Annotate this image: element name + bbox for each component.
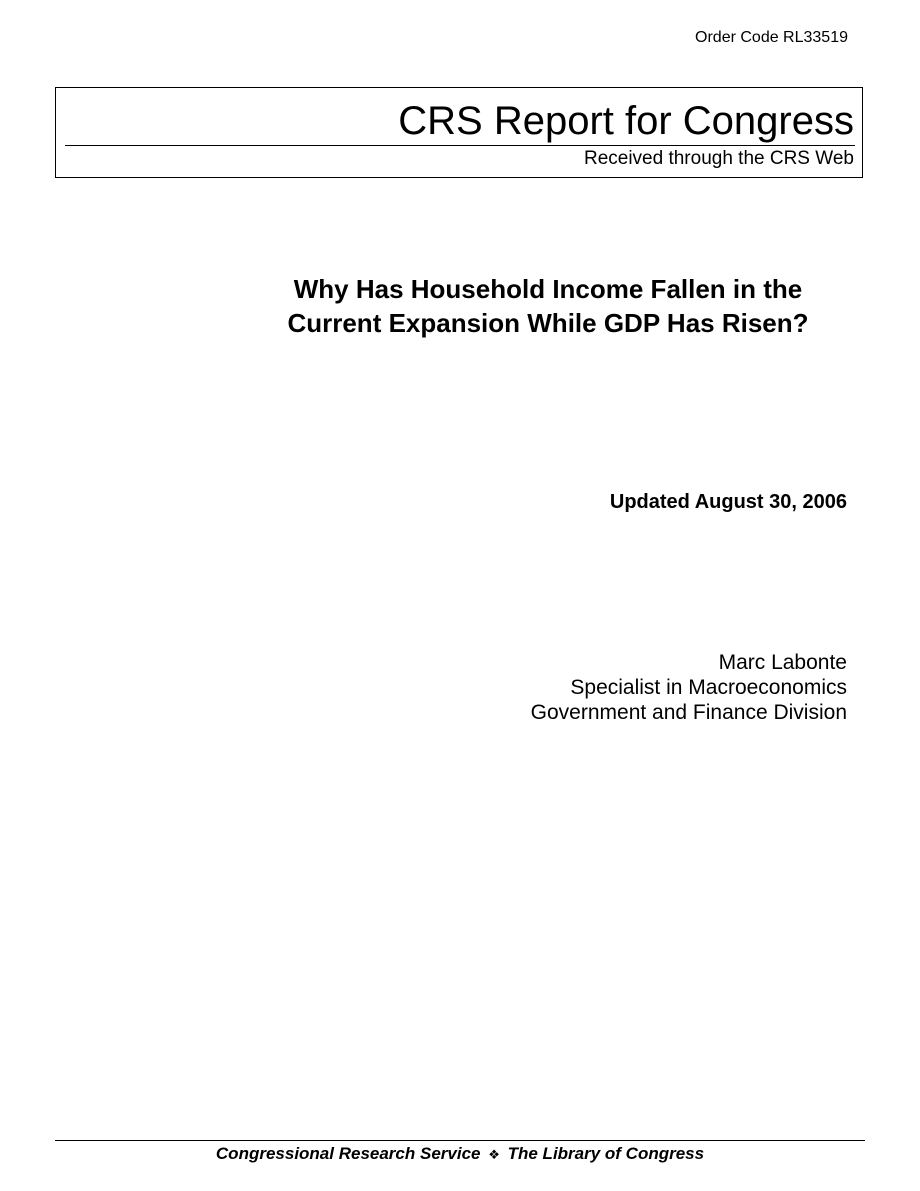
footer-library: The Library of Congress bbox=[507, 1144, 705, 1163]
document-title-line-1: Why Has Household Income Fallen in the bbox=[293, 274, 803, 304]
footer-divider bbox=[55, 1140, 865, 1141]
author-position: Specialist in Macroeconomics bbox=[570, 676, 847, 699]
report-source-subtitle: Received through the CRS Web bbox=[583, 148, 854, 169]
report-series-title: CRS Report for Congress bbox=[398, 99, 854, 143]
footer bbox=[55, 1143, 865, 1167]
author-division: Government and Finance Division bbox=[530, 701, 847, 724]
footer-publisher: Congressional Research Service bbox=[215, 1144, 481, 1163]
document-title-line-2: Current Expansion While GDP Has Risen? bbox=[287, 308, 809, 338]
author-block bbox=[531, 650, 847, 725]
author-name: Marc Labonte bbox=[718, 651, 847, 674]
diamond-separator-icon: ❖ bbox=[488, 1148, 500, 1163]
report-header-box bbox=[55, 87, 863, 178]
header-divider bbox=[65, 145, 855, 146]
updated-date: Updated August 30, 2006 bbox=[609, 491, 847, 513]
document-title bbox=[248, 272, 848, 340]
order-code: Order Code RL33519 bbox=[695, 29, 848, 46]
